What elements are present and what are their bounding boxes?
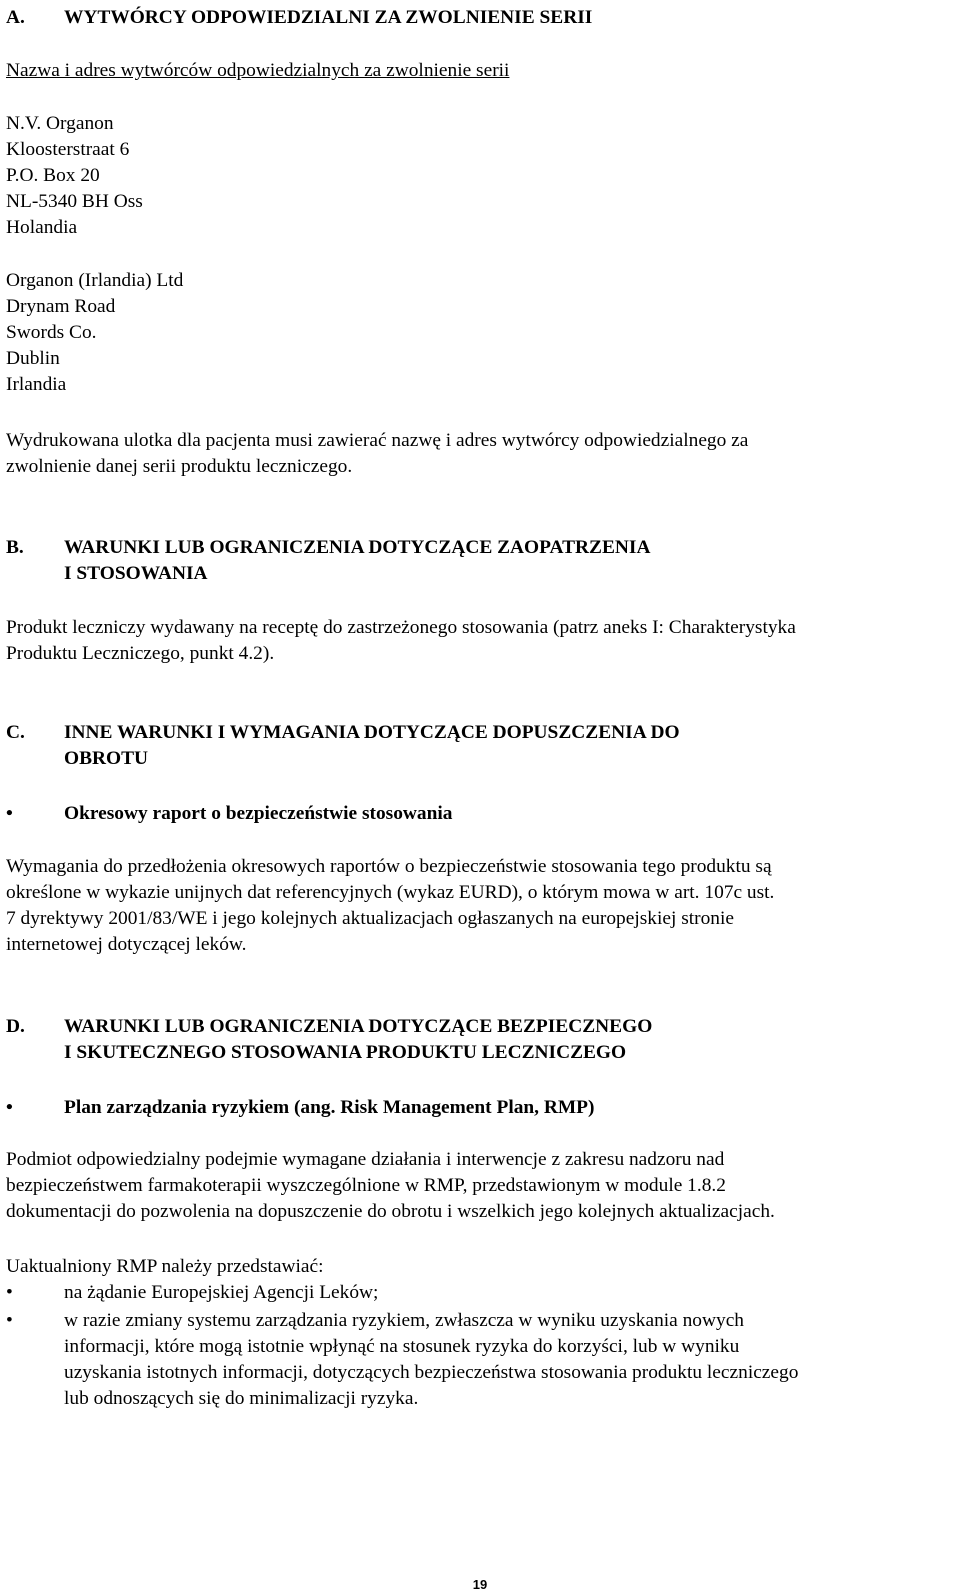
paragraph-line: określone w wykazie unijnych dat referencyjnych (wykaz EURD), o którym mowa w art. 107c ust.: [6, 882, 775, 903]
section-d-title-line-2: I SKUTECZNEGO STOSOWANIA PRODUKTU LECZNICZEGO: [64, 1042, 627, 1063]
paragraph-line: internetowej dotyczącej leków.: [6, 934, 247, 955]
section-a-letter: A.: [6, 7, 25, 28]
paragraph-line: Podmiot odpowiedzialny podejmie wymagane działania i interwencje z zakresu nadzoru nad: [6, 1149, 725, 1170]
section-a-subheading: Nazwa i adres wytwórców odpowiedzialnych za zwolnienie serii: [6, 60, 510, 81]
rmp-item-text: uzyskania istotnych informacji, dotyczących bezpieczeństwa stosowania produktu leczniczego: [64, 1362, 799, 1383]
paragraph-line: 7 dyrektywy 2001/83/WE i jego kolejnych aktualizacjach ogłaszanych na europejskiej stronie: [6, 908, 734, 929]
section-a-note: [6, 428, 748, 480]
paragraph-line: Produkt leczniczy wydawany na receptę do zastrzeżonego stosowania (patrz aneks I: Charakterystyka: [6, 617, 796, 638]
section-d-body: [6, 1147, 775, 1225]
rmp-item-text: na żądanie Europejskiej Agencji Leków;: [64, 1282, 379, 1303]
section-d-title-line-1: WARUNKI LUB OGRANICZENIA DOTYCZĄCE BEZPIECZNEGO: [64, 1016, 653, 1037]
bullet-icon: •: [6, 803, 13, 824]
paragraph-line: bezpieczeństwem farmakoterapii wyszczególnione w RMP, przedstawionym w module 1.8.2: [6, 1175, 726, 1196]
rmp-intro: Uaktualniony RMP należy przedstawiać:: [6, 1256, 324, 1277]
section-c-letter: C.: [6, 722, 25, 743]
section-b-title-line-1: WARUNKI LUB OGRANICZENIA DOTYCZĄCE ZAOPATRZENIA: [64, 537, 651, 558]
rmp-item-text: informacji, które mogą istotnie wpłynąć na stosunek ryzyka do korzyści, lub w wyniku: [64, 1336, 740, 1357]
address-line: P.O. Box 20: [6, 165, 100, 186]
section-c-title-line-1: INNE WARUNKI I WYMAGANIA DOTYCZĄCE DOPUSZCZENIA DO: [64, 722, 680, 743]
bullet-icon: •: [6, 1097, 13, 1118]
page-number: 19: [472, 1577, 488, 1592]
address-line: NL-5340 BH Oss: [6, 191, 143, 212]
paragraph-line: dokumentacji do pozwolenia na dopuszczenie do obrotu i wszelkich jego kolejnych aktualizacjach.: [6, 1201, 775, 1222]
rmp-heading: Plan zarządzania ryzykiem (ang. Risk Management Plan, RMP): [64, 1097, 595, 1118]
rmp-item-text: lub odnoszących się do minimalizacji ryzyka.: [64, 1388, 419, 1409]
paragraph-line: Produktu Leczniczego, punkt 4.2).: [6, 643, 275, 664]
section-b-body: [6, 615, 796, 667]
bullet-icon: •: [6, 1310, 13, 1331]
manufacturer-address-1: [6, 111, 143, 241]
psur-heading: Okresowy raport o bezpieczeństwie stosowania: [64, 803, 453, 824]
address-line: Organon (Irlandia) Ltd: [6, 270, 184, 291]
address-line: Swords Co.: [6, 322, 97, 343]
address-line: Irlandia: [6, 374, 67, 395]
section-a-title: WYTWÓRCY ODPOWIEDZIALNI ZA ZWOLNIENIE SERII: [64, 7, 593, 28]
paragraph-line: Wydrukowana ulotka dla pacjenta musi zawierać nazwę i adres wytwórcy odpowiedzialnego za: [6, 430, 749, 451]
bullet-icon: •: [6, 1282, 13, 1303]
section-b-letter: B.: [6, 537, 24, 558]
rmp-item-text: w razie zmiany systemu zarządzania ryzykiem, zwłaszcza w wyniku uzyskania nowych: [64, 1310, 745, 1331]
paragraph-line: zwolnienie danej serii produktu leczniczego.: [6, 456, 353, 477]
address-line: Dublin: [6, 348, 60, 369]
manufacturer-address-2: [6, 268, 183, 398]
section-c-title-line-2: OBROTU: [64, 748, 149, 769]
address-line: Holandia: [6, 217, 78, 238]
section-b-title-line-2: I STOSOWANIA: [64, 563, 208, 584]
section-d-letter: D.: [6, 1016, 25, 1037]
address-line: Drynam Road: [6, 296, 116, 317]
address-line: Kloosterstraat 6: [6, 139, 130, 160]
address-line: N.V. Organon: [6, 113, 114, 134]
section-c-body: [6, 854, 774, 958]
paragraph-line: Wymagania do przedłożenia okresowych raportów o bezpieczeństwie stosowania tego produktu są: [6, 856, 772, 877]
